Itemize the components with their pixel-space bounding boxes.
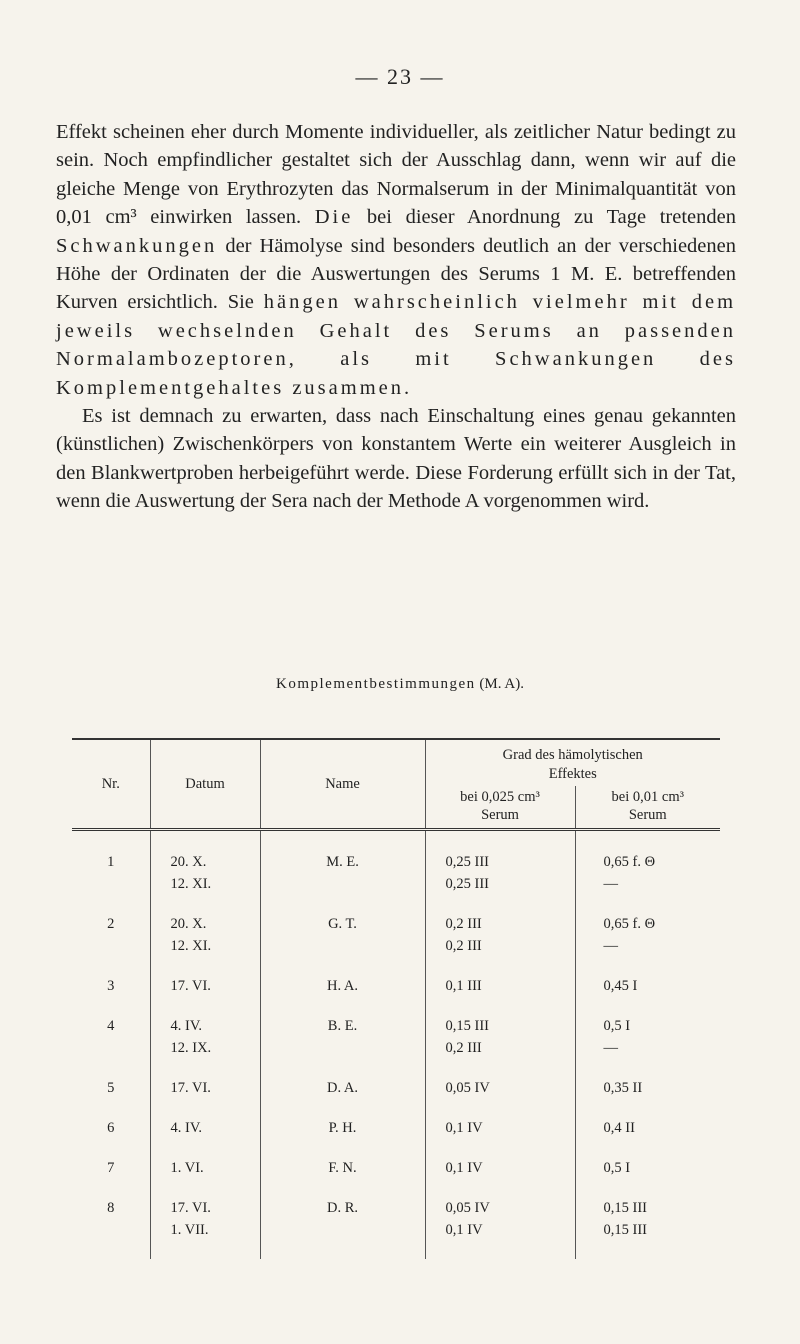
cell-grad-001-line: 0,15 III — [603, 1222, 647, 1238]
cell-grad-0025 — [425, 975, 575, 1015]
cell-name: D. A. — [260, 1077, 425, 1117]
header-sub-2-line-1: bei 0,01 cm³ — [611, 789, 684, 805]
cell-grad-001-line: — — [603, 1040, 618, 1056]
cell-grad-001 — [575, 975, 720, 1015]
cell-name: F. N. — [260, 1157, 425, 1197]
cell-grad-001 — [575, 1015, 720, 1077]
cell-grad-001 — [575, 1117, 720, 1157]
cell-grad-001-line: 0,45 I — [603, 978, 638, 994]
cell-datum — [150, 1117, 260, 1157]
table-row — [72, 830, 720, 914]
cell-name: D. R. — [260, 1197, 425, 1259]
header-sub-1-line-1: bei 0,025 cm³ — [460, 789, 540, 805]
complement-table — [72, 738, 720, 1259]
header-datum: Datum — [150, 739, 260, 830]
cell-datum — [150, 1157, 260, 1197]
cell-datum — [150, 1197, 260, 1259]
cell-datum-line: 4. IV. — [170, 1018, 203, 1034]
header-sub-1 — [425, 786, 575, 830]
paragraph-1-spaced-emphasis: hängen wahrscheinlich vielmehr mit dem jeweils wechselnden Gehalt des Serums an passenden Normalambozeptoren, als mit Schwankungen des Komplementgehaltes zusammen. — [56, 291, 737, 399]
cell-grad-0025 — [425, 1157, 575, 1197]
cell-datum-line: 20. X. — [170, 916, 207, 932]
cell-grad-001-line: — — [603, 876, 618, 892]
cell-name: M. E. — [260, 830, 425, 914]
cell-grad-0025-line: 0,1 IV — [445, 1160, 483, 1176]
cell-nr: 1 — [107, 854, 115, 870]
cell-datum-line: 1. VII. — [170, 1222, 209, 1238]
cell-grad-0025 — [425, 913, 575, 975]
cell-grad-0025-line: 0,25 III — [445, 876, 489, 892]
cell-grad-0025-line: 0,1 IV — [445, 1120, 483, 1136]
table-row — [72, 1077, 720, 1117]
header-grad-line-2: Effektes — [548, 766, 597, 782]
cell-datum-line: 1. VI. — [170, 1160, 204, 1176]
header-nr: Nr. — [72, 739, 150, 830]
caption-title: Komplementbestimmungen — [276, 676, 476, 692]
cell-grad-001-line: — — [603, 938, 618, 954]
table-row — [72, 1117, 720, 1157]
table-body — [72, 830, 720, 1260]
cell-grad-001 — [575, 1157, 720, 1197]
cell-nr: 7 — [107, 1160, 115, 1176]
cell-grad-001-line: 0,15 III — [603, 1200, 647, 1216]
cell-datum — [150, 1015, 260, 1077]
cell-grad-001 — [575, 830, 720, 914]
cell-name: P. H. — [260, 1117, 425, 1157]
cell-grad-001-line: 0,35 II — [603, 1080, 643, 1096]
cell-grad-001 — [575, 1077, 720, 1117]
paragraph-1-part-3: der Hämolyse sind besonders deutlich an der verschiedenen Höhe der Ordinaten der die Auswertungen des Serums 1 M. E. betreffenden Kurven ersichtlich. Sie — [56, 234, 736, 314]
caption-suffix: (M. A). — [475, 676, 524, 692]
cell-nr: 2 — [107, 916, 115, 932]
cell-grad-0025 — [425, 1077, 575, 1117]
cell-grad-001-line: 0,4 II — [603, 1120, 635, 1136]
table-caption — [0, 676, 800, 693]
header-sub-1-line-2: Serum — [481, 807, 519, 823]
cell-datum — [150, 975, 260, 1015]
cell-grad-0025-line: 0,1 III — [445, 978, 482, 994]
body-text — [56, 118, 736, 516]
cell-grad-001-line: 0,5 I — [603, 1160, 631, 1176]
table-row — [72, 1157, 720, 1197]
cell-name: G. T. — [260, 913, 425, 975]
cell-name: H. A. — [260, 975, 425, 1015]
cell-datum-line: 12. IX. — [170, 1040, 212, 1056]
cell-grad-0025-line: 0,25 III — [445, 854, 489, 870]
paragraph-1-part-1: Effekt scheinen eher durch Momente individueller, als zeitlicher Natur bedingt zu sein. Noch empfindlicher gestaltet sich der Ausschlag dann, wenn wir auf die gleiche Menge von Erythrozyten das Normalserum in der Minimalquantität von 0,01 cm³ einwirken lassen. — [56, 121, 736, 229]
cell-grad-001-line: 0,65 f. Θ — [603, 854, 656, 870]
cell-datum — [150, 913, 260, 975]
paragraph-2: Es ist demnach zu erwarten, dass nach Einschaltung eines genau gekannten (künstlichen) Zwischenkörpers von konstantem Werte ein weiterer Ausgleich in den Blankwertproben herbeigeführt werde. Diese Forderung erfüllt sich in der Tat, wenn die Auswertung der Sera nach der Methode A vorgenommen wird. — [56, 405, 736, 513]
cell-grad-0025-line: 0,2 III — [445, 938, 482, 954]
header-name: Name — [260, 739, 425, 830]
cell-name: B. E. — [260, 1015, 425, 1077]
cell-nr: 3 — [107, 978, 115, 994]
header-sub-2-line-2: Serum — [628, 807, 667, 823]
cell-datum-line: 12. XI. — [170, 938, 212, 954]
table-row — [72, 975, 720, 1015]
cell-grad-0025-line: 0,05 IV — [445, 1200, 490, 1216]
cell-grad-0025-line: 0,05 IV — [445, 1080, 490, 1096]
cell-datum-line: 12. XI. — [170, 876, 212, 892]
table-row — [72, 913, 720, 975]
cell-nr: 6 — [107, 1120, 115, 1136]
cell-grad-0025 — [425, 1197, 575, 1259]
cell-grad-001 — [575, 1197, 720, 1259]
cell-grad-0025 — [425, 1015, 575, 1077]
paragraph-1-spaced-die: Die — [314, 206, 354, 229]
header-grad — [425, 739, 720, 786]
cell-datum-line: 20. X. — [170, 854, 207, 870]
cell-datum-line: 17. VI. — [170, 1080, 211, 1096]
cell-grad-0025-line: 0,1 IV — [445, 1222, 483, 1238]
cell-grad-001 — [575, 913, 720, 975]
cell-grad-001-line: 0,65 f. Θ — [603, 916, 656, 932]
cell-grad-0025-line: 0,2 III — [445, 1040, 482, 1056]
cell-grad-0025-line: 0,15 III — [445, 1018, 489, 1034]
page-number: — 23 — — [355, 64, 445, 89]
cell-datum-line: 17. VI. — [170, 978, 211, 994]
cell-datum — [150, 830, 260, 914]
cell-datum-line: 4. IV. — [170, 1120, 203, 1136]
paragraph-1 — [56, 118, 736, 402]
paragraph-1-spaced-schwankungen: Schwankungen — [56, 234, 218, 257]
table-row — [72, 1015, 720, 1077]
cell-grad-0025 — [425, 830, 575, 914]
cell-grad-001-line: 0,5 I — [603, 1018, 631, 1034]
header-sub-2 — [575, 786, 720, 830]
cell-grad-0025 — [425, 1117, 575, 1157]
cell-nr: 8 — [107, 1200, 115, 1216]
paragraph-1-part-2: bei dieser Anordnung zu Tage tretenden — [353, 206, 736, 229]
cell-nr: 4 — [107, 1018, 115, 1034]
header-grad-line-1: Grad des hämolytischen — [502, 747, 643, 763]
table-row — [72, 1197, 720, 1259]
cell-datum — [150, 1077, 260, 1117]
cell-nr: 5 — [107, 1080, 115, 1096]
cell-grad-0025-line: 0,2 III — [445, 916, 482, 932]
cell-datum-line: 17. VI. — [170, 1200, 211, 1216]
